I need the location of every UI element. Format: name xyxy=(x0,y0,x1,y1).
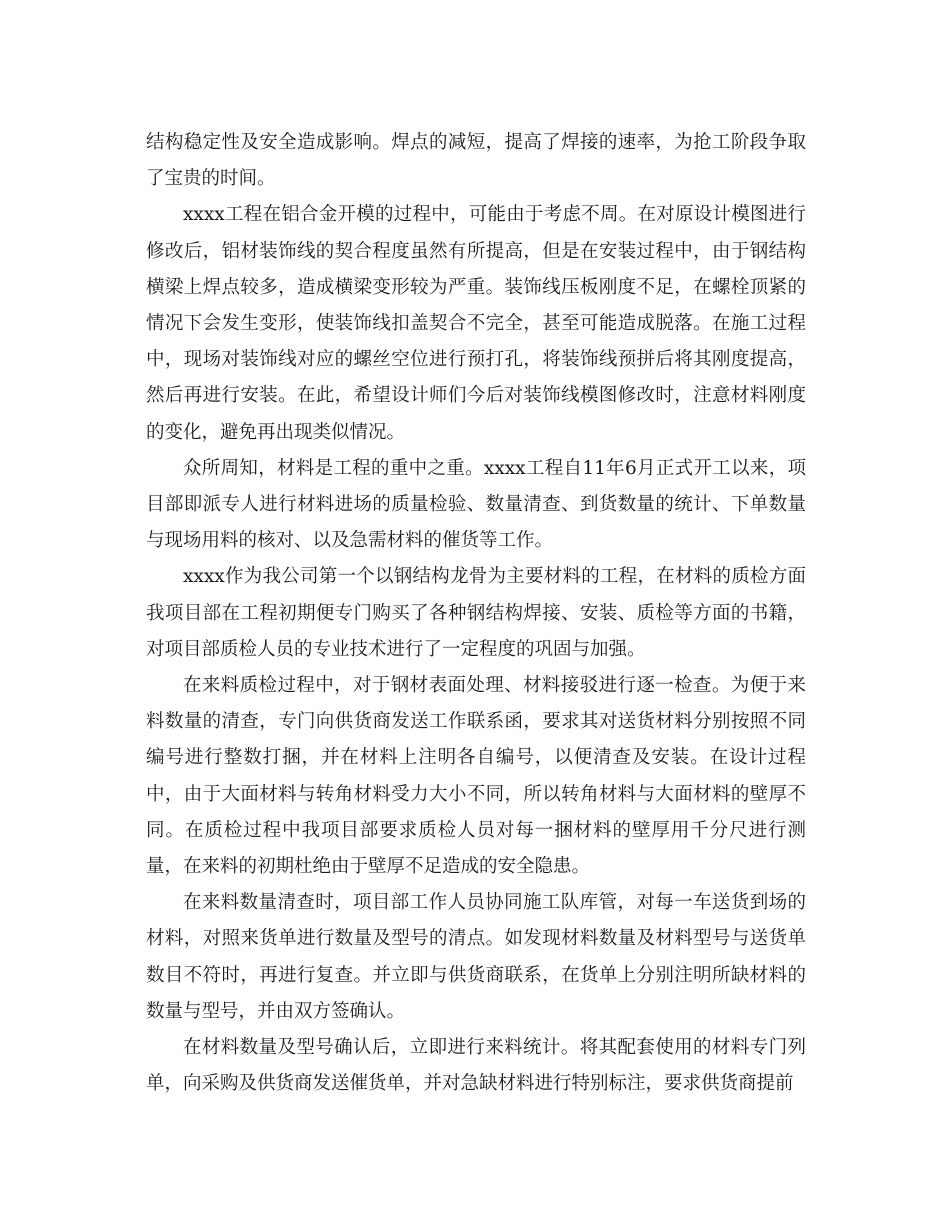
paragraph-1: 结构稳定性及安全造成影响。焊点的减短，提高了焊接的速率，为抢工阶段争取了宝贵的时间。 xyxy=(146,132,806,190)
paragraph-3: 众所周知，材料是工程的重中之重。xxxx工程自11年6月正式开工以来，项目部即派专人进行材料进场的质量检验、数量清查、到货数量的统计、下单数量与现场用料的核对、以及急需材料的催货等工作。 xyxy=(146,457,806,552)
document-body xyxy=(146,125,806,1102)
paragraph-4: xxxx作为我公司第一个以钢结构龙骨为主要材料的工程，在材料的质检方面我项目部在工程初期便专门购买了各种钢结构焊接、安装、质检等方面的书籍，对项目部质检人员的专业技术进行了一定程度的巩固与加强。 xyxy=(146,566,806,660)
paragraph-7: 在材料数量及型号确认后，立即进行来料统计。将其配套使用的材料专门列单，向采购及供货商发送催货单，并对急缺材料进行特别标注，要求供货商提前 xyxy=(146,1037,806,1095)
paragraph-5: 在来料质检过程中，对于钢材表面处理、材料接驳进行逐一检查。为便于来料数量的清查，专门向供货商发送工作联系函，要求其对送货材料分别按照不同编号进行整数打捆，并在材料上注明各自编号，以便清查及安装。在设计过程中，由于大面材料与转角材料受力大小不同，所以转角材料与大面材料的壁厚不同。在质检过程中我项目部要求质检人员对每一捆材料的壁厚用千分尺进行测量，在来料的初期杜绝由于壁厚不足造成的安全隐患。 xyxy=(146,675,806,878)
paragraph-6: 在来料数量清查时，项目部工作人员协同施工队库管，对每一车送货到场的材料，对照来货单进行数量及型号的清点。如发现材料数量及材料型号与送货单数目不符时，再进行复查。并立即与供货商联系，在货单上分别注明所缺材料的数量与型号，并由双方签确认。 xyxy=(146,892,806,1022)
paragraph-2: xxxx工程在铝合金开模的过程中，可能由于考虑不周。在对原设计模图进行修改后，铝材装饰线的契合程度虽然有所提高，但是在安装过程中，由于钢结构横梁上焊点较多，造成横梁变形较为严重。装饰线压板刚度不足，在螺栓顶紧的情况下会发生变形，使装饰线扣盖契合不完全，甚至可能造成脱落。在施工过程中，现场对装饰线对应的螺丝空位进行预打孔，将装饰线预拼后将其刚度提高，然后再进行安装。在此，希望设计师们今后对装饰线模图修改时，注意材料刚度的变化，避免再出现类似情况。 xyxy=(146,204,806,443)
